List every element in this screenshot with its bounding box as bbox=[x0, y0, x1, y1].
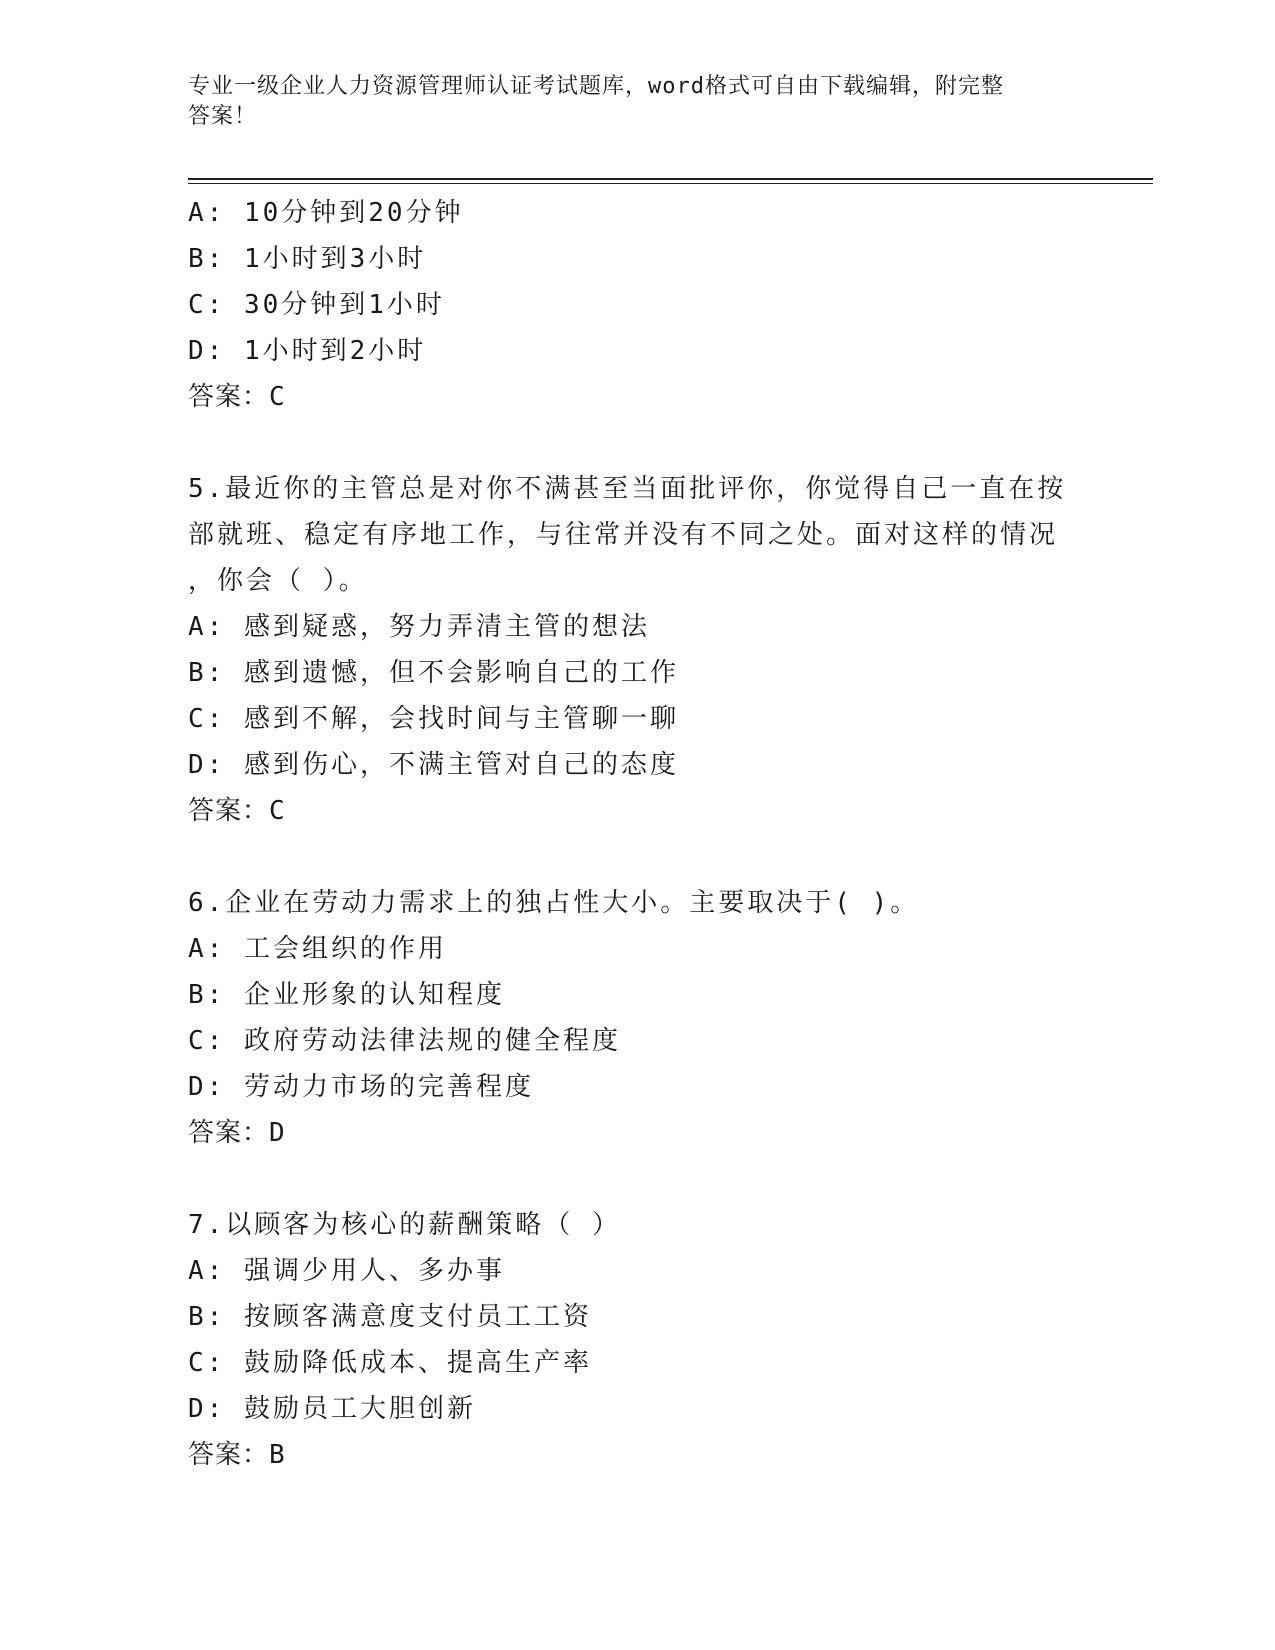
option-c: C: 感到不解，会找时间与主管聊一聊 bbox=[188, 704, 679, 734]
header-line-2: 答案！ bbox=[188, 104, 258, 129]
option-d: D: 鼓励员工大胆创新 bbox=[188, 1394, 476, 1424]
option-a: A: 感到疑惑，努力弄清主管的想法 bbox=[188, 612, 650, 642]
header-divider-thin bbox=[188, 183, 1153, 184]
document-header bbox=[188, 72, 1088, 132]
option-d: D: 感到伤心，不满主管对自己的态度 bbox=[188, 750, 679, 780]
question-6 bbox=[188, 880, 1088, 1156]
spacer bbox=[188, 1156, 1088, 1202]
spacer bbox=[188, 420, 1088, 466]
question-list bbox=[188, 190, 1088, 1478]
option-b: B: 企业形象的认知程度 bbox=[188, 980, 505, 1010]
option-a: A: 强调少用人、多办事 bbox=[188, 1256, 505, 1286]
option-d: D: 劳动力市场的完善程度 bbox=[188, 1072, 534, 1102]
question-5 bbox=[188, 466, 1088, 834]
option-b: B: 感到遗憾，但不会影响自己的工作 bbox=[188, 658, 679, 688]
answer: 答案：B bbox=[188, 1440, 286, 1470]
option-c: C: 30分钟到1小时 bbox=[188, 290, 445, 320]
question-stem: 5.最近你的主管总是对你不满甚至当面批评你，你觉得自己一直在按 bbox=[188, 474, 1067, 504]
question-stem: 7.以顾客为核心的薪酬策略（ ） bbox=[188, 1210, 621, 1240]
question-stem: ，你会（ ）。 bbox=[188, 566, 368, 596]
option-b: B: 按顾客满意度支付员工工资 bbox=[188, 1302, 592, 1332]
header-divider-thick bbox=[188, 178, 1153, 180]
question-4 bbox=[188, 190, 1088, 420]
answer: 答案：C bbox=[188, 382, 286, 412]
question-stem: 6.企业在劳动力需求上的独占性大小。主要取决于( )。 bbox=[188, 888, 920, 918]
answer: 答案：D bbox=[188, 1118, 286, 1148]
option-b: B: 1小时到3小时 bbox=[188, 244, 427, 274]
option-a: A: 工会组织的作用 bbox=[188, 934, 447, 964]
option-c: C: 政府劳动法律法规的健全程度 bbox=[188, 1026, 621, 1056]
answer: 答案：C bbox=[188, 796, 286, 826]
question-stem: 部就班、稳定有序地工作，与往常并没有不同之处。面对这样的情况 bbox=[188, 520, 1059, 550]
option-a: A: 10分钟到20分钟 bbox=[188, 198, 464, 228]
option-c: C: 鼓励降低成本、提高生产率 bbox=[188, 1348, 592, 1378]
question-7 bbox=[188, 1202, 1088, 1478]
spacer bbox=[188, 834, 1088, 880]
option-d: D: 1小时到2小时 bbox=[188, 336, 427, 366]
header-line-1: 专业一级企业人力资源管理师认证考试题库，word格式可自由下载编辑，附完整 bbox=[188, 74, 1004, 99]
